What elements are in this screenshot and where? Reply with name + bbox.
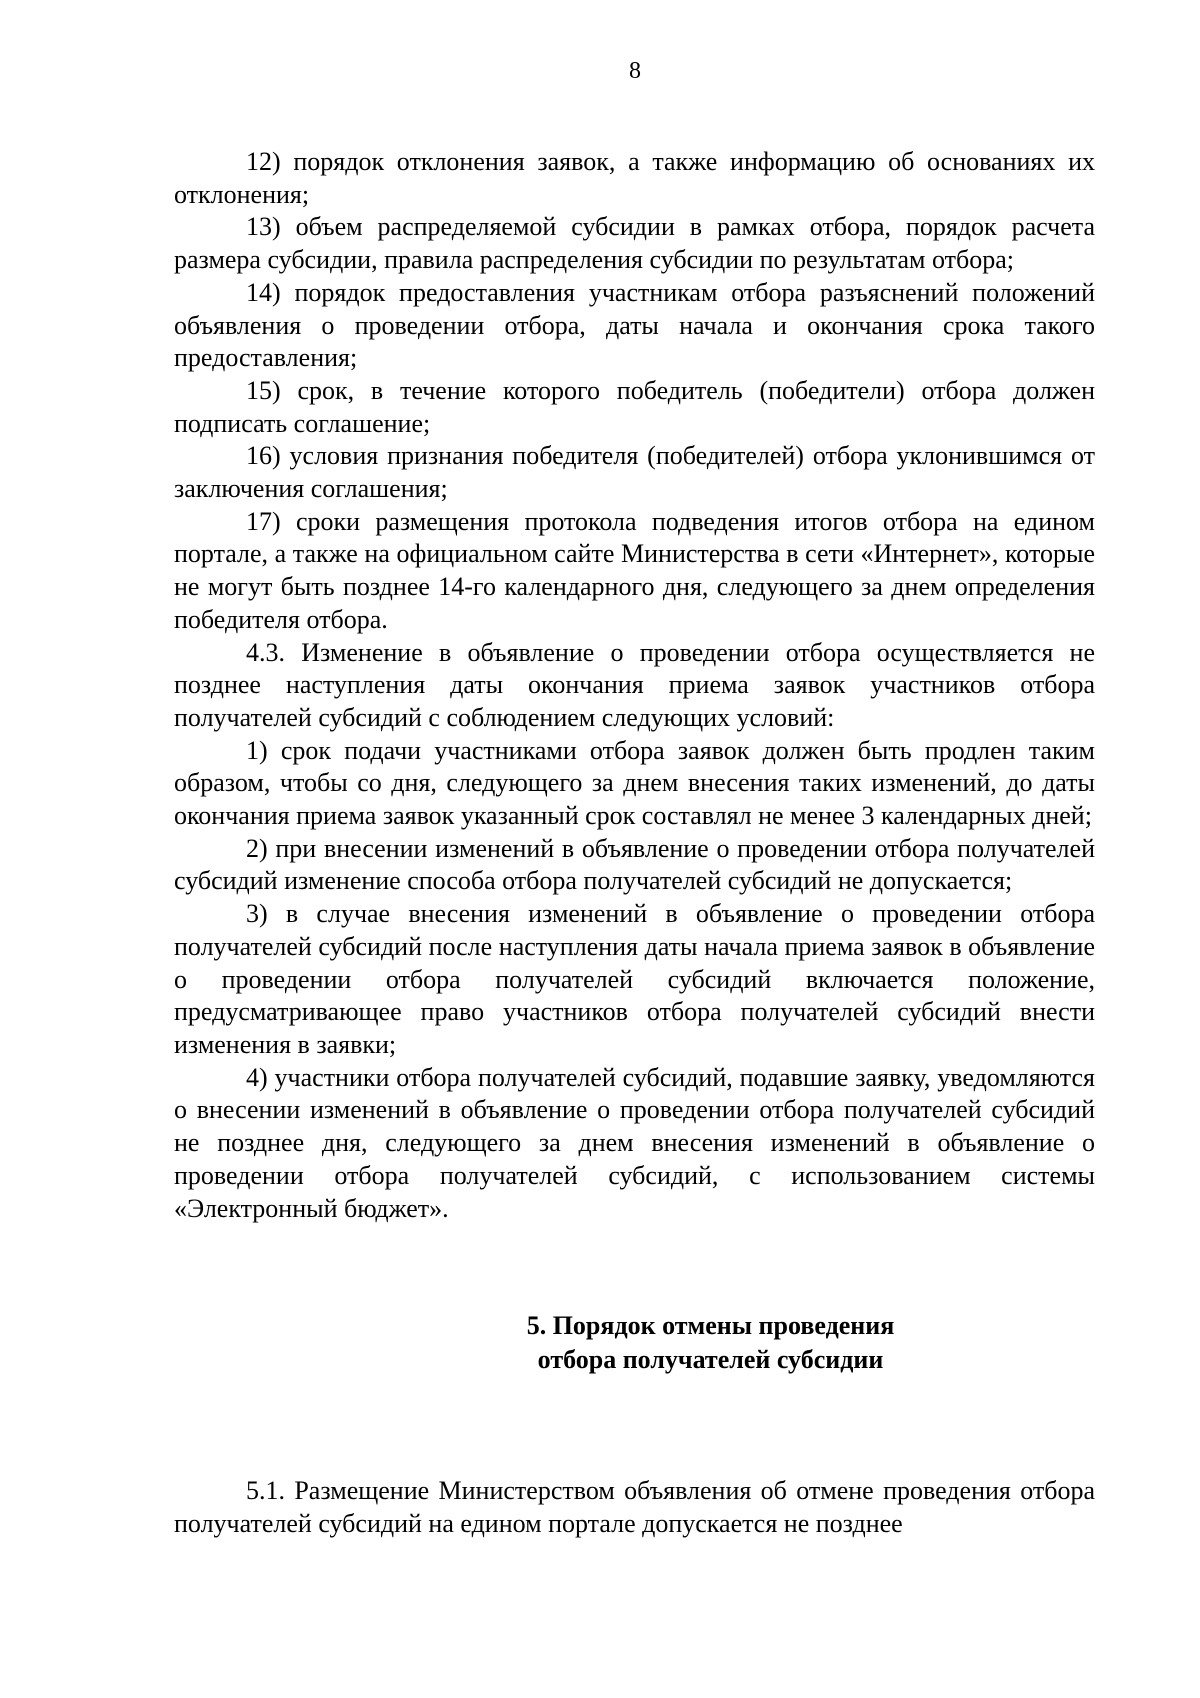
paragraph-condition-1: 1) срок подачи участниками отбора заявок должен быть продлен таким образом, чтобы со дня, следующего за днем внесения таких изменений, до даты окончания приема заявок указанный срок составлял не менее 3 календарных дней; <box>174 735 1095 831</box>
paragraph-item-17: 17) сроки размещения протокола подведения итогов отбора на едином портале, а также на официальном сайте Министерства в сети «Интернет», которые не могут быть позднее 14-го календарного дня, следующего за днем определения победителя отбора. <box>174 506 1095 634</box>
paragraph-condition-3: 3) в случае внесения изменений в объявление о проведении отбора получателей субсидий после наступления даты начала приема заявок в объявление о проведении отбора получателей субсидий включается положение, предусматривающее право участников отбора получателей субсидий внести изменения в заявки; <box>174 899 1095 1059</box>
section-heading <box>174 1309 1095 1377</box>
paragraph-condition-2: 2) при внесении изменений в объявление о проведении отбора получателей субсидий изменение способа отбора получателей субсидий не допускается; <box>174 833 1095 896</box>
section-heading-line-2: отбора получателей субсидии <box>537 1345 884 1375</box>
paragraph-item-13: 13) объем распределяемой субсидии в рамках отбора, порядок расчета размера субсидии, правила распределения субсидии по результатам отбора; <box>174 212 1095 275</box>
section-heading-line-1: 5. Порядок отмены проведения <box>526 1311 895 1341</box>
section-5-body <box>174 1475 1095 1540</box>
paragraph-condition-4: 4) участники отбора получателей субсидий, подавшие заявку, уведомляются о внесении изменений в объявление о проведении отбора получателей субсидий не позднее дня, следующего за днем внесения изменений в объявление о проведении отбора получателей субсидий, с использованием системы «Электронный бюджет». <box>174 1062 1095 1223</box>
paragraph-clause-5-1: 5.1. Размещение Министерством объявления об отмене проведения отбора получателей субсидий на едином портале допускается не позднее <box>174 1476 1095 1538</box>
paragraph-clause-4-3: 4.3. Изменение в объявление о проведении отбора осуществляется не позднее наступления даты окончания приема заявок участников отбора получателей субсидий с соблюдением следующих условий: <box>174 637 1095 732</box>
paragraph-item-16: 16) условия признания победителя (победителей) отбора уклонившимся от заключения соглашения; <box>174 441 1095 504</box>
paragraph-item-12: 12) порядок отклонения заявок, а также информацию об основаниях их отклонения; <box>174 147 1095 209</box>
paragraph-item-14: 14) порядок предоставления участникам отбора разъяснений положений объявления о проведении отбора, даты начала и окончания срока такого предоставления; <box>174 277 1095 373</box>
page-number: 8 <box>629 58 641 84</box>
paragraph-item-15: 15) срок, в течение которого победитель (победители) отбора должен подписать соглашение; <box>174 375 1095 438</box>
document-body <box>174 146 1095 1541</box>
